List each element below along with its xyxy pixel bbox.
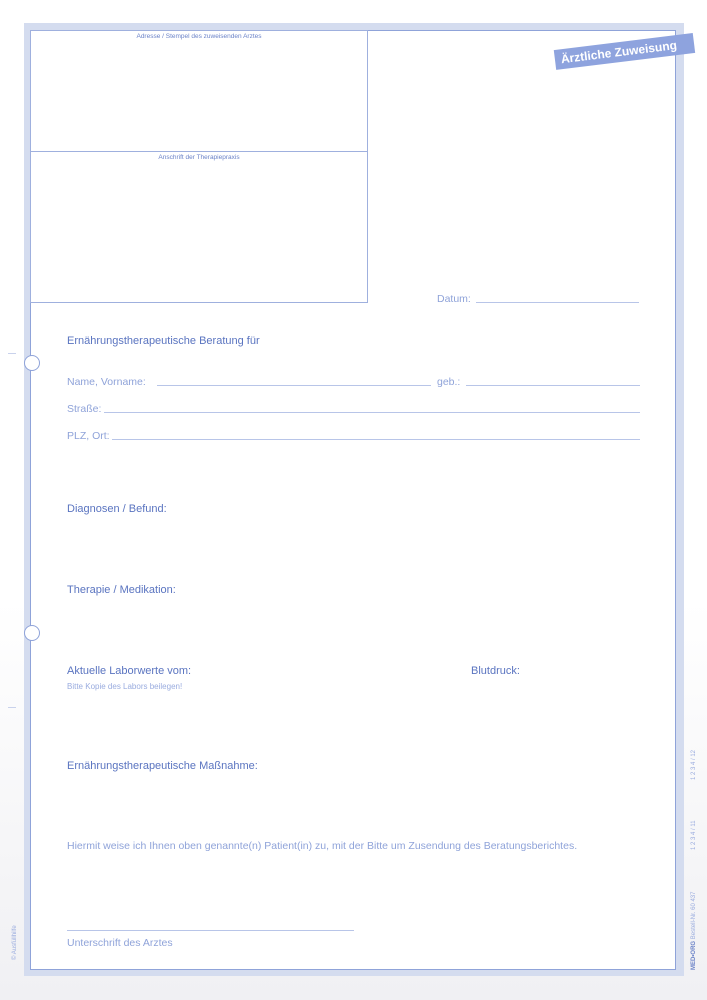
blood-pressure-heading: Blutdruck:: [471, 665, 520, 677]
name-label: Name, Vorname:: [67, 376, 146, 388]
city-field[interactable]: [112, 439, 640, 440]
copyright-note: © Ausfüllhilfe: [12, 925, 18, 960]
side-order-info: [691, 892, 697, 970]
date-field[interactable]: [476, 302, 639, 303]
lab-note: Bitte Kopie des Labors beilegen!: [67, 682, 183, 691]
side-codes-2: 1 2 3 4 / 12: [691, 749, 697, 780]
born-field[interactable]: [466, 385, 640, 386]
fold-mark-bottom: [8, 707, 16, 708]
punch-hole-top: [24, 355, 40, 371]
therapy-practice-box[interactable]: [30, 151, 368, 303]
brand-logo: MED•ORG: [691, 940, 697, 970]
section-heading: Ernährungstherapeutische Beratung für: [67, 335, 260, 347]
street-label: Straße:: [67, 403, 102, 415]
city-label: PLZ, Ort:: [67, 430, 110, 442]
order-number: Bestell-Nr. 60 437: [691, 891, 697, 940]
doctor-stamp-title: Adresse / Stempel des zuweisenden Arztes: [136, 33, 262, 40]
signature-field[interactable]: [67, 930, 354, 931]
side-codes-1: 1 2 3 4 / 11: [691, 820, 697, 850]
punch-hole-bottom: [24, 625, 40, 641]
name-field[interactable]: [157, 385, 431, 386]
therapy-practice-title: Anschrift der Therapiepraxis: [158, 154, 240, 161]
lab-heading: Aktuelle Laborwerte vom:: [67, 665, 192, 677]
fold-mark-top: [8, 353, 16, 354]
diagnoses-heading: Diagnosen / Befund:: [67, 503, 167, 515]
referral-banner: Ärztliche Zuweisung: [554, 33, 695, 70]
born-label: geb.:: [437, 376, 461, 388]
referral-text: Hiermit weise ich Ihnen oben genannte(n) Patient(in) zu, mit der Bitte um Zusendung des Beratungsberichtes.: [67, 840, 578, 852]
street-field[interactable]: [104, 412, 640, 413]
measure-heading: Ernährungstherapeutische Maßnahme:: [67, 760, 258, 772]
therapy-heading: Therapie / Medikation:: [67, 584, 176, 596]
date-label: Datum:: [437, 293, 471, 305]
signature-label: Unterschrift des Arztes: [67, 937, 173, 949]
doctor-stamp-box[interactable]: [30, 30, 368, 152]
